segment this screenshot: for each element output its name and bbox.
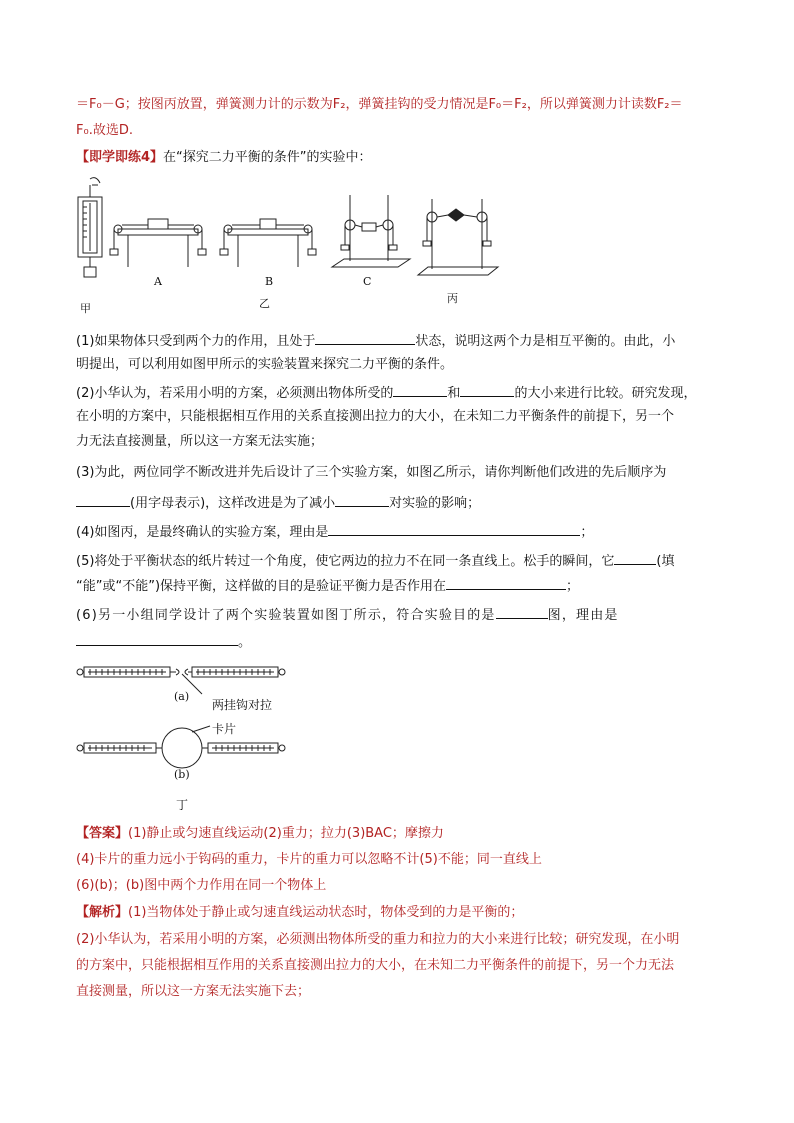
- setup-bing-drawing: [418, 199, 498, 275]
- answer-text-1: (1)静止或匀速直线运动(2)重力；拉力(3)BAC；摩擦力: [128, 826, 444, 841]
- q1-text-b: 状态，说明这两个力是相互平衡的。由此，小: [415, 334, 676, 349]
- q1-text-c: 明提出，可以利用如图甲所示的实验装置来探究二力平衡的条件。: [76, 357, 454, 372]
- q3-text-c: 对实验的影响；: [389, 496, 481, 511]
- q1-text-a: (1)如果物体只受到两个力的作用，且处于: [76, 334, 316, 349]
- question-1-line-2: [76, 355, 453, 375]
- question-6-line-1: [76, 604, 619, 626]
- answer-text-2: (4)卡片的重力远小于钩码的重力，卡片的重力可以忽略不计(5)不能；同一直线上: [76, 852, 542, 867]
- q2-text-b: 和: [447, 386, 461, 401]
- q6-text-c: 。: [238, 635, 252, 650]
- setup-c-drawing: [332, 195, 410, 267]
- figure-ding-drawing: [76, 658, 286, 768]
- exercise-intro: 在“探究二力平衡的条件”的实验中：: [163, 150, 372, 165]
- question-5-line-1: [76, 550, 675, 572]
- exercise-tag: 【即学即练4】: [76, 150, 164, 165]
- q2-text-d: 在小明的方案中，只能根据相互作用的关系直接测出拉力的大小，在未知二力平衡条件的前提下，另一个: [76, 409, 675, 424]
- question-2-line-2: [76, 407, 674, 427]
- figure-ding-label-a: (a): [174, 690, 190, 703]
- question-3-line-2: [76, 492, 480, 514]
- figure-ding-title: 丁: [176, 798, 189, 812]
- question-2-line-1: [76, 382, 696, 404]
- analysis-line-2: [76, 930, 679, 950]
- analysis-line-4: [76, 982, 310, 1002]
- q5-text-d: ；: [566, 579, 580, 594]
- figure-label-bing: 丙: [447, 292, 458, 305]
- figure-label-yi: 乙: [259, 297, 270, 310]
- question-6-line-2: [76, 631, 251, 653]
- answer-text-3: (6)(b)；(b)图中两个力作用在同一个物体上: [76, 878, 327, 893]
- setup-a-drawing: [110, 219, 206, 267]
- q5-text-c: “能”或“不能”)保持平衡，这样做的目的是验证平衡力是否作用在: [76, 579, 447, 594]
- answer-line-3: [76, 876, 326, 896]
- exercise-heading: [76, 148, 372, 168]
- question-5-line-2: [76, 575, 579, 597]
- q3-blank-2[interactable]: [335, 492, 389, 507]
- spring-scale-drawing: [78, 178, 102, 277]
- q3-text-b: (用字母表示)，这样改进是为了减小: [130, 496, 336, 511]
- figure-ding-label-b: (b): [174, 768, 190, 781]
- q6-text-b: 图，理由是: [547, 608, 619, 623]
- q2-text-c: 的大小来进行比较。研究发现，: [514, 386, 697, 401]
- card-label: 卡片: [212, 722, 237, 736]
- apparatus-figure: [70, 175, 490, 315]
- question-2-line-3: [76, 432, 323, 452]
- q2-blank-2[interactable]: [460, 382, 514, 397]
- analysis-line-1: [76, 903, 523, 923]
- solution-text-2: F₀.故选D.: [76, 123, 133, 138]
- solution-text-1: ＝F₀－G；按图丙放置，弹簧测力计的示数为F₂，弹簧挂钩的受力情况是F₀＝F₂，所以弹簧测力计读数F₂＝: [76, 97, 683, 112]
- setup-b-spring-scales: [77, 726, 285, 768]
- q6-blank-1[interactable]: [496, 604, 548, 619]
- figure-label-b: B: [265, 275, 274, 288]
- q6-text-a: (6)另一小组同学设计了两个实验装置如图丁所示，符合实验目的是: [76, 608, 496, 623]
- q3-blank-1[interactable]: [76, 492, 130, 507]
- answer-line-2: [76, 850, 542, 870]
- q4-text-a: (4)如图丙，是最终确认的实验方案，理由是: [76, 525, 329, 540]
- q3-text-a: (3)为此，两位同学不断改进并先后设计了三个实验方案，如图乙所示，请你判断他们改进的先后顺序为: [76, 465, 667, 480]
- solution-continuation-line-2: [76, 121, 133, 141]
- figure-label-c: C: [363, 275, 372, 288]
- analysis-text-2b: 的方案中，只能根据相互作用的关系直接测出拉力的大小，在未知二力平衡条件的前提下，另一个力无法: [76, 958, 675, 973]
- hook-label: 两挂钩对拉: [212, 698, 273, 712]
- analysis-text-2c: 直接测量，所以这一方案无法实施下去；: [76, 984, 311, 999]
- q5-blank-2[interactable]: [446, 575, 566, 590]
- q5-blank-1[interactable]: [614, 550, 656, 565]
- answer-line-1: [76, 824, 444, 844]
- q4-text-b: ；: [580, 525, 594, 540]
- analysis-text-1: (1)当物体处于静止或匀速直线运动状态时，物体受到的力是平衡的；: [128, 905, 524, 920]
- question-1-line-1: [76, 330, 675, 352]
- q2-text-e: 力无法直接测量，所以这一方案无法实施；: [76, 434, 324, 449]
- figure-label-a: A: [154, 275, 162, 288]
- answer-tag: 【答案】: [76, 826, 129, 841]
- q4-blank[interactable]: [328, 521, 580, 536]
- setup-b-drawing: [220, 219, 316, 267]
- q6-blank-2[interactable]: [76, 631, 238, 646]
- q2-text-a: (2)小华认为，若采用小明的方案，必须测出物体所受的: [76, 386, 394, 401]
- analysis-tag: 【解析】: [76, 905, 129, 920]
- q2-blank-1[interactable]: [393, 382, 447, 397]
- analysis-line-3: [76, 956, 674, 976]
- analysis-text-2a: (2)小华认为，若采用小明的方案，必须测出物体所受的重力和拉力的大小来进行比较；研究发现，在小明: [76, 932, 680, 947]
- q5-text-b: (填: [656, 554, 675, 569]
- q1-blank[interactable]: [315, 330, 415, 345]
- question-3-line-1: [76, 463, 666, 483]
- solution-continuation-line-1: [76, 95, 683, 115]
- question-4-line: [76, 521, 593, 543]
- figure-label-jia: 甲: [80, 302, 91, 315]
- q5-text-a: (5)将处于平衡状态的纸片转过一个角度，使它两边的拉力不在同一条直线上。松手的瞬间，它: [76, 554, 615, 569]
